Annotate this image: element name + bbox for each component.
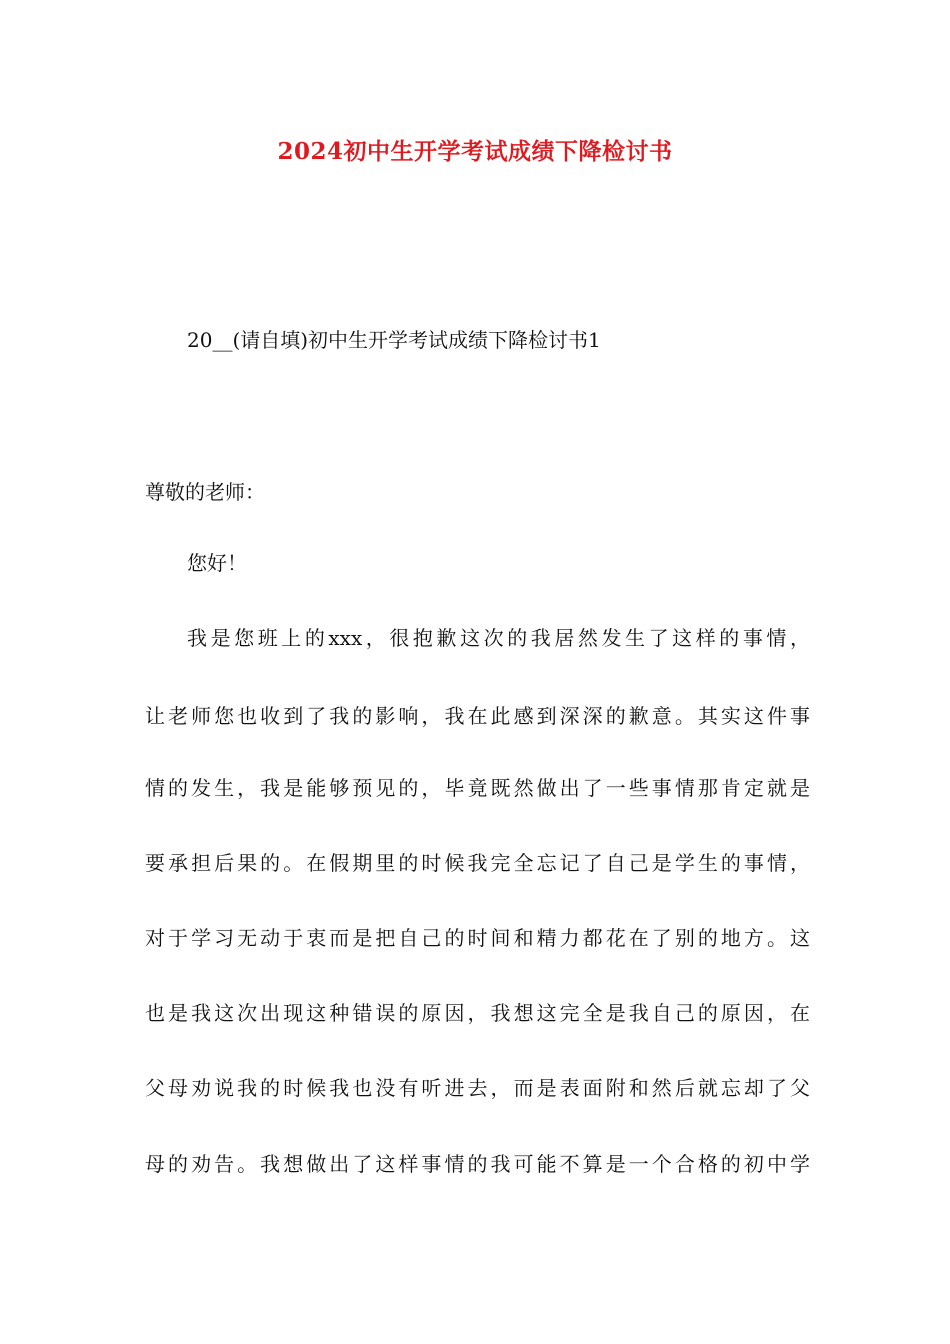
body-line: 对于学习无动于衷而是把自己的时间和精力都花在了别的地方。这 xyxy=(145,926,810,950)
body-line: 要承担后果的。在假期里的时候我完全忘记了自己是学生的事情， xyxy=(145,851,810,875)
body-line: 让老师您也收到了我的影响，我在此感到深深的歉意。其实这件事 xyxy=(145,704,810,728)
body-line: 也是我这次出现这种错误的原因，我想这完全是我自己的原因，在 xyxy=(145,1001,810,1025)
salutation: 尊敬的老师： xyxy=(145,480,265,504)
document-title: 2024初中生开学考试成绩下降检讨书 xyxy=(277,138,673,165)
body-line: 情的发生，我是能够预见的，毕竟既然做出了一些事情那肯定就是 xyxy=(145,776,810,800)
section-heading: 20__(请自填)初中生开学考试成绩下降检讨书1 xyxy=(187,328,601,352)
body-line: 父母劝说我的时候我也没有听进去，而是表面附和然后就忘却了父 xyxy=(145,1076,810,1100)
greeting: 您好！ xyxy=(187,551,247,575)
body-line: 我是您班上的xxx，很抱歉这次的我居然发生了这样的事情， xyxy=(187,626,810,650)
body-line: 母的劝告。我想做出了这样事情的我可能不算是一个合格的初中学 xyxy=(145,1152,810,1176)
